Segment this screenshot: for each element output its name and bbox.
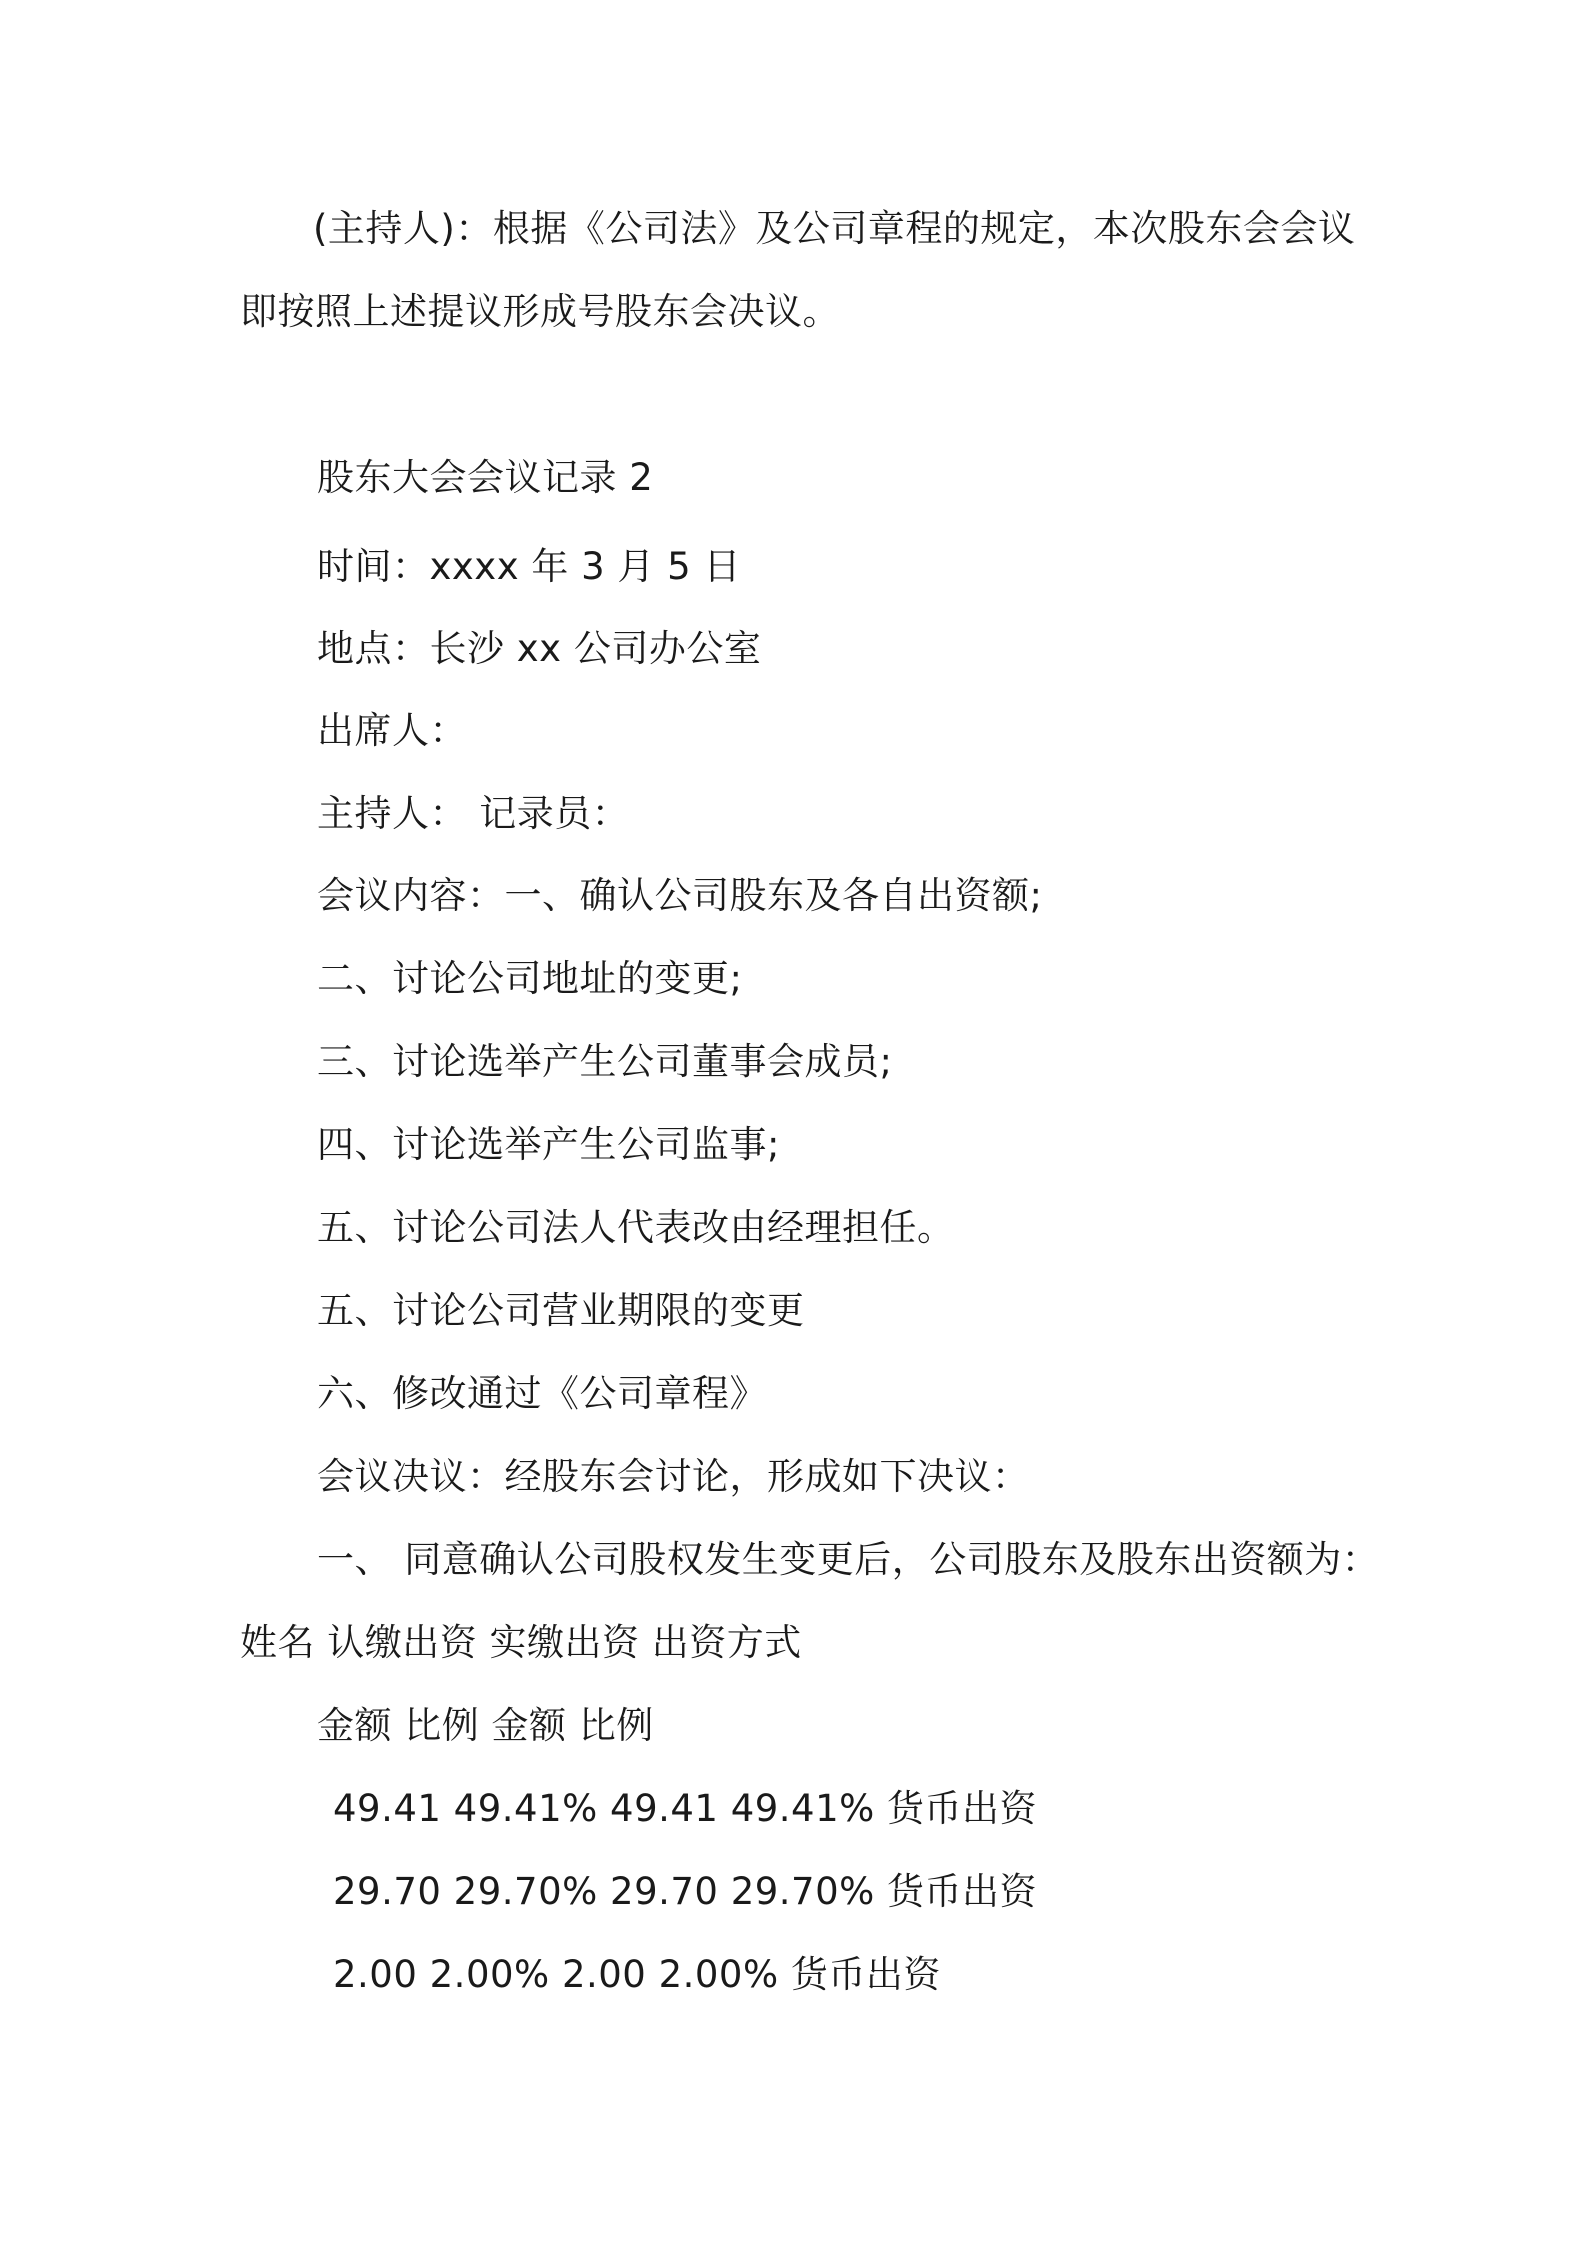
- table-header-row-2: 金额 比例 金额 比例: [317, 1704, 654, 1747]
- meeting-title: 股东大会会议记录 2: [317, 456, 654, 499]
- agenda-item: 五、讨论公司营业期限的变更: [317, 1289, 805, 1332]
- meeting-time: 时间：xxxx 年 3 月 5 日: [317, 545, 741, 588]
- agenda-item: 二、讨论公司地址的变更;: [317, 957, 743, 1000]
- resolution-item-1: 一、 同意确认公司股权发生变更后，公司股东及股东出资额为：: [317, 1538, 1380, 1581]
- agenda-item: 六、修改通过《公司章程》: [317, 1372, 767, 1415]
- meeting-host-recorder: 主持人： 记录员：: [317, 792, 630, 835]
- agenda-item: 五、讨论公司法人代表改由经理担任。: [317, 1206, 955, 1249]
- meeting-place: 地点：长沙 xx 公司办公室: [317, 627, 762, 670]
- table-row: 29.70 29.70% 29.70 29.70% 货币出资: [333, 1870, 1038, 1913]
- table-header-row-1: 姓名 认缴出资 实缴出资 出资方式: [240, 1621, 802, 1664]
- agenda-item: 会议内容：一、确认公司股东及各自出资额;: [317, 874, 1043, 917]
- resolution-intro: 会议决议：经股东会讨论，形成如下决议：: [317, 1455, 1030, 1498]
- table-row: 49.41 49.41% 49.41 49.41% 货币出资: [333, 1787, 1038, 1830]
- agenda-item: 三、讨论选举产生公司董事会成员;: [317, 1040, 893, 1083]
- agenda-item: 四、讨论选举产生公司监事;: [317, 1123, 780, 1166]
- intro-line-2: 即按照上述提议形成号股东会决议。: [240, 290, 840, 333]
- meeting-attendees: 出席人：: [317, 709, 467, 752]
- intro-line-1: (主持人)：根据《公司法》及公司章程的规定，本次股东会会议: [313, 207, 1356, 250]
- table-row: 2.00 2.00% 2.00 2.00% 货币出资: [333, 1953, 941, 1996]
